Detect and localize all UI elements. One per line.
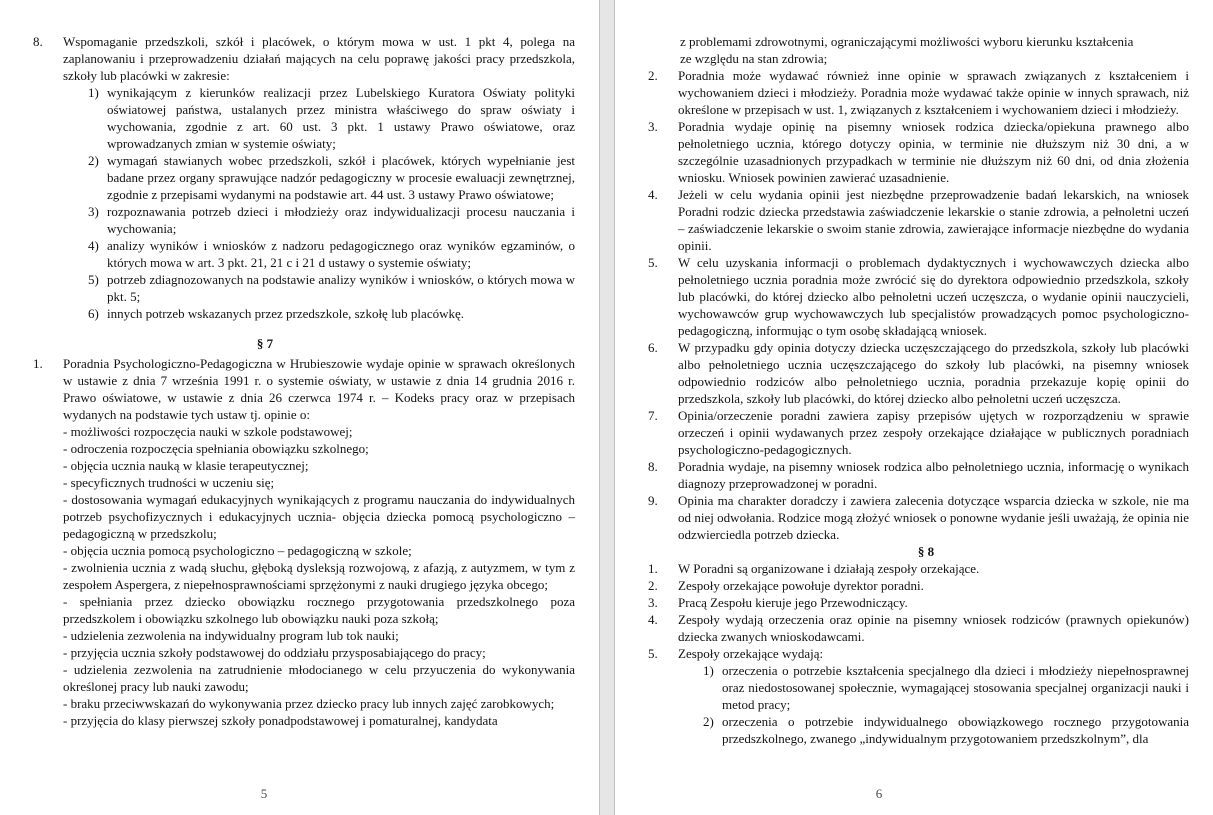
list-item <box>33 355 575 729</box>
dash-line: - objęcia ucznia pomocą psychologiczno – pedagogiczną w szkole; <box>63 543 412 558</box>
list-item <box>88 237 575 271</box>
list-item <box>648 645 1189 662</box>
list-item <box>648 118 1189 186</box>
page-number: 6 <box>875 786 883 801</box>
list-item-marker: 3. <box>648 119 658 134</box>
list-item-text: Zespoły wydają orzeczenia oraz opinie na pisemny wniosek rodziców (prawnych opiekunów) dziecka zwanych wnioskodawcami. <box>678 612 1189 644</box>
list-item-marker: 2) <box>703 714 714 729</box>
list-item <box>648 577 1189 594</box>
list-item-text: Wspomaganie przedszkoli, szkół i placówek, o którym mowa w ust. 1 pkt 4, polega na zaplanowaniu i przeprowadzeniu działań mających na celu poprawę jakości pracy przedszkola, szkoły lub placówki w zakresie: <box>63 34 575 83</box>
dash-line: - odroczenia rozpoczęcia spełniania obowiązku szkolnego; <box>63 441 369 456</box>
list-item <box>648 407 1189 458</box>
list-item <box>648 458 1189 492</box>
list-item-text: Poradnia wydaje, na pisemny wniosek rodzica albo pełnoletniego ucznia, informację o wynikach diagnozy przeprowadzonej w poradni. <box>678 459 1189 491</box>
list-item-text: Poradnia może wydawać również inne opinie w sprawach związanych z kształceniem i wychowaniem dzieci i młodzieży. Poradnia może wydawać także opinie w innych sprawach, niż określone w przepisach w ust. 1, związanych z kształceniem i wychowaniem dzieci i młodzieży. <box>678 68 1189 117</box>
list-item <box>88 305 575 322</box>
list-item-text: Zespoły orzekające wydają: <box>678 646 824 661</box>
list-item-marker: 1. <box>33 356 43 371</box>
list-item-text: Opinia/orzeczenie poradni zawiera zapisy przepisów ujętych w rozporządzeniu w sprawie orzeczeń i opinii wydawanych przez zespoły orzekające działające w publicznych poradniach psychologiczno-pedagogicznych. <box>678 408 1189 457</box>
list-item <box>648 560 1189 577</box>
list-item-marker: 2) <box>88 153 99 168</box>
list-item <box>648 67 1189 118</box>
list-item-marker: 7. <box>648 408 658 423</box>
list-item-marker: 4. <box>648 187 658 202</box>
list-item-text: analizy wyników i wniosków z nadzoru pedagogicznego oraz wyników egzaminów, o których mowa w art. 3 pkt. 21, 21 c i 21 d ustawy o systemie oświaty; <box>107 238 575 270</box>
list-item <box>88 84 575 152</box>
list-item-marker: 2. <box>648 68 658 83</box>
list-item-text: orzeczenia o potrzebie indywidualnego obowiązkowego rocznego przygotowania przedszkolnego, zwanego „indywidualnym przygotowaniem przedszkolnym”, dla <box>722 714 1189 746</box>
list-item-marker: 6) <box>88 306 99 321</box>
continuation-line: z problemami zdrowotnymi, ograniczającymi możliwości wyboru kierunku kształcenia <box>680 34 1134 49</box>
list-item-marker: 5) <box>88 272 99 287</box>
dash-line: - zwolnienia ucznia z wadą słuchu, głęboką dysleksją rozwojową, z afazją, z autyzmem, w tym z zespołem Aspergera, z niepełnosprawnościami sprzężonymi z nauki drugiego języka obcego; <box>63 560 575 592</box>
list-item-text: Pracą Zespołu kieruje jego Przewodniczący. <box>678 595 908 610</box>
list-item-marker: 1. <box>648 561 658 576</box>
dash-line: - objęcia ucznia nauką w klasie terapeutycznej; <box>63 458 309 473</box>
list-item-text: Opinia ma charakter doradczy i zawiera zalecenia dotyczące wsparcia dziecka w szkole, nie ma od niej odwołania. Rodzice mogą złożyć wniosek o ponowne wydanie jeśli uważają, że opinia nie odzwierciedla potrzeb dziecka. <box>678 493 1189 542</box>
list-item-marker: 5. <box>648 255 658 270</box>
list-item-marker: 8. <box>648 459 658 474</box>
list-item-text: innych potrzeb wskazanych przez przedszkole, szkołę lub placówkę. <box>107 306 464 321</box>
list-item-marker: 4) <box>88 238 99 253</box>
list-item-marker: 4. <box>648 612 658 627</box>
list-item <box>648 254 1189 339</box>
list-item <box>703 713 1189 747</box>
list-item-marker: 5. <box>648 646 658 661</box>
list-item-text: W celu uzyskania informacji o problemach dydaktycznych i wychowawczych dziecka albo pełnoletniego ucznia poradnia może zwrócić się do dyrektora odpowiednio przedszkola, szkoły lub placówki, do której dziecko albo pełnoletni uczeń uczęszcza, o wydanie opinii nauczycieli, wychowawców grup wychowawczych lub specjalistów prowadzących pomoc psychologiczno-pedagogiczną, informując o tym osobę składającą wniosek. <box>678 255 1189 338</box>
list-item-text: W przypadku gdy opinia dotyczy dziecka uczęszczającego do przedszkola, szkoły lub placówki albo pełnoletniego ucznia uczęszczającego do szkoły lub placówki, na pisemny wniosek odpowiednio rodziców albo pełnoletniego ucznia, poradnia przekazuje kopię opinii do przedszkola, szkoły lub placówki, do której dziecko albo pełnoletni uczeń uczęszcza. <box>678 340 1189 406</box>
list-item-text: Jeżeli w celu wydania opinii jest niezbędne przeprowadzenie badań lekarskich, na wniosek Poradni rodzic dziecka przedstawia zaświadczenie lekarskie o stanie zdrowia, a pełnoletni uczeń – zaświadczenie lekarskie o swoim stanie zdrowia, zawierające informacje niezbędne do wydania opinii. <box>678 187 1189 253</box>
dash-line: - przyjęcia ucznia szkoły podstawowej do oddziału przysposabiającego do pracy; <box>63 645 486 660</box>
document-page-5 <box>0 0 600 815</box>
list-item-marker: 6. <box>648 340 658 355</box>
list-item-text: wynikającym z kierunków realizacji przez Lubelskiego Kuratora Oświaty polityki oświatowej państwa, ustalanych przez ministra właściwego do spraw oświaty i wychowania, zgodnie z art. 60 ust. 3 pkt. 1 ustawy Prawo oświatowe, oraz wprowadzanych zmian w systemie oświaty; <box>107 85 575 151</box>
list-item-text: Poradnia Psychologiczno-Pedagogiczna w Hrubieszowie wydaje opinie w sprawach określonych w ustawie z dnia 7 września 1991 r. o systemie oświaty, w ustawie z dnia 14 grudnia 2016 r. Prawo oświatowe, w ustawie z dnia 26 czerwca 1974 r. – Kodeks pracy oraz w przepisach wydanych na podstawie tych ustaw tj. opinie o: <box>63 356 575 422</box>
list-item-text: Poradnia wydaje opinię na pisemny wniosek rodzica dziecka/opiekuna prawnego albo pełnoletniego ucznia, którego dotyczy opinia, w terminie nie dłuższym niż 30 dni, a w szczególnie uzasadnionych przypadkach w terminie nie dłuższym niż 60 dni, od dnia złożenia wniosku. Wniosek powinien zawierać uzasadnienie. <box>678 119 1189 185</box>
list-item <box>703 662 1189 713</box>
list-item <box>648 594 1189 611</box>
dash-line: - udzielenia zezwolenia na zatrudnienie młodocianego w celu przyuczenia do wykonywania określonej pracy lub nauki zawodu; <box>63 662 575 694</box>
list-item-marker: 8. <box>33 34 43 49</box>
document-page-6 <box>614 0 1213 815</box>
list-item <box>648 339 1189 407</box>
list-item-text: wymagań stawianych wobec przedszkoli, szkół i placówek, których wypełnianie jest badane przez organy sprawujące nadzór pedagogiczny w procesie ewaluacji zewnętrznej, zgodnie z przepisami wydanymi na podstawie art. 44 ust. 3 ustawy Prawo oświatowe; <box>107 153 575 202</box>
dash-line: - udzielenia zezwolenia na indywidualny program lub tok nauki; <box>63 628 399 643</box>
list-item-text: Zespoły orzekające powołuje dyrektor poradni. <box>678 578 924 593</box>
list-item-marker: 1) <box>703 663 714 678</box>
list-item-text: potrzeb zdiagnozowanych na podstawie analizy wyników i wniosków, o których mowa w pkt. 5; <box>107 272 575 304</box>
list-item-text: rozpoznawania potrzeb dzieci i młodzieży oraz indywidualizacji procesu nauczania i wychowania; <box>107 204 575 236</box>
list-item-marker: 1) <box>88 85 99 100</box>
dash-line: - przyjęcia do klasy pierwszej szkoły ponadpodstawowej i pomaturalnej, kandydata <box>63 713 498 728</box>
continuation-paragraph <box>680 33 1190 67</box>
list-item <box>88 152 575 203</box>
list-item-marker: 3. <box>648 595 658 610</box>
list-item-marker: 3) <box>88 204 99 219</box>
list-item <box>648 492 1189 543</box>
list-item-text: W Poradni są organizowane i działają zespoły orzekające. <box>678 561 980 576</box>
list-item-marker: 2. <box>648 578 658 593</box>
dash-line: - spełniania przez dziecko obowiązku rocznego przygotowania przedszkolnego poza przedszkolem i obowiązku szkolnego lub obowiązku nauki poza szkołą; <box>63 594 575 626</box>
list-item-text: orzeczenia o potrzebie kształcenia specjalnego dla dzieci i młodzieży niepełnosprawnej oraz niedostosowanej społecznie, wymagającej stosowania specjalnej organizacji nauki i metod pracy; <box>722 663 1189 712</box>
dash-line: - dostosowania wymagań edukacyjnych wynikających z programu nauczania do indywidualnych potrzeb psychofizycznych i edukacyjnych ucznia- objęcia dziecka pomocą psychologiczno – pedagogiczną w przedszkolu; <box>63 492 575 541</box>
page-number: 5 <box>260 786 268 801</box>
dash-line: - możliwości rozpoczęcia nauki w szkole podstawowej; <box>63 424 353 439</box>
section-heading: § 7 <box>256 336 274 351</box>
list-item <box>648 186 1189 254</box>
list-item <box>88 203 575 237</box>
list-item-marker: 9. <box>648 493 658 508</box>
continuation-line: ze względu na stan zdrowia; <box>680 51 828 66</box>
dash-line: - specyficznych trudności w uczeniu się; <box>63 475 275 490</box>
list-item <box>88 271 575 305</box>
dash-line: - braku przeciwwskazań do wykonywania przez dziecko pracy lub innych zajęć zarobkowych; <box>63 696 555 711</box>
section-heading: § 8 <box>917 544 935 559</box>
list-item <box>33 33 575 84</box>
list-item <box>648 611 1189 645</box>
